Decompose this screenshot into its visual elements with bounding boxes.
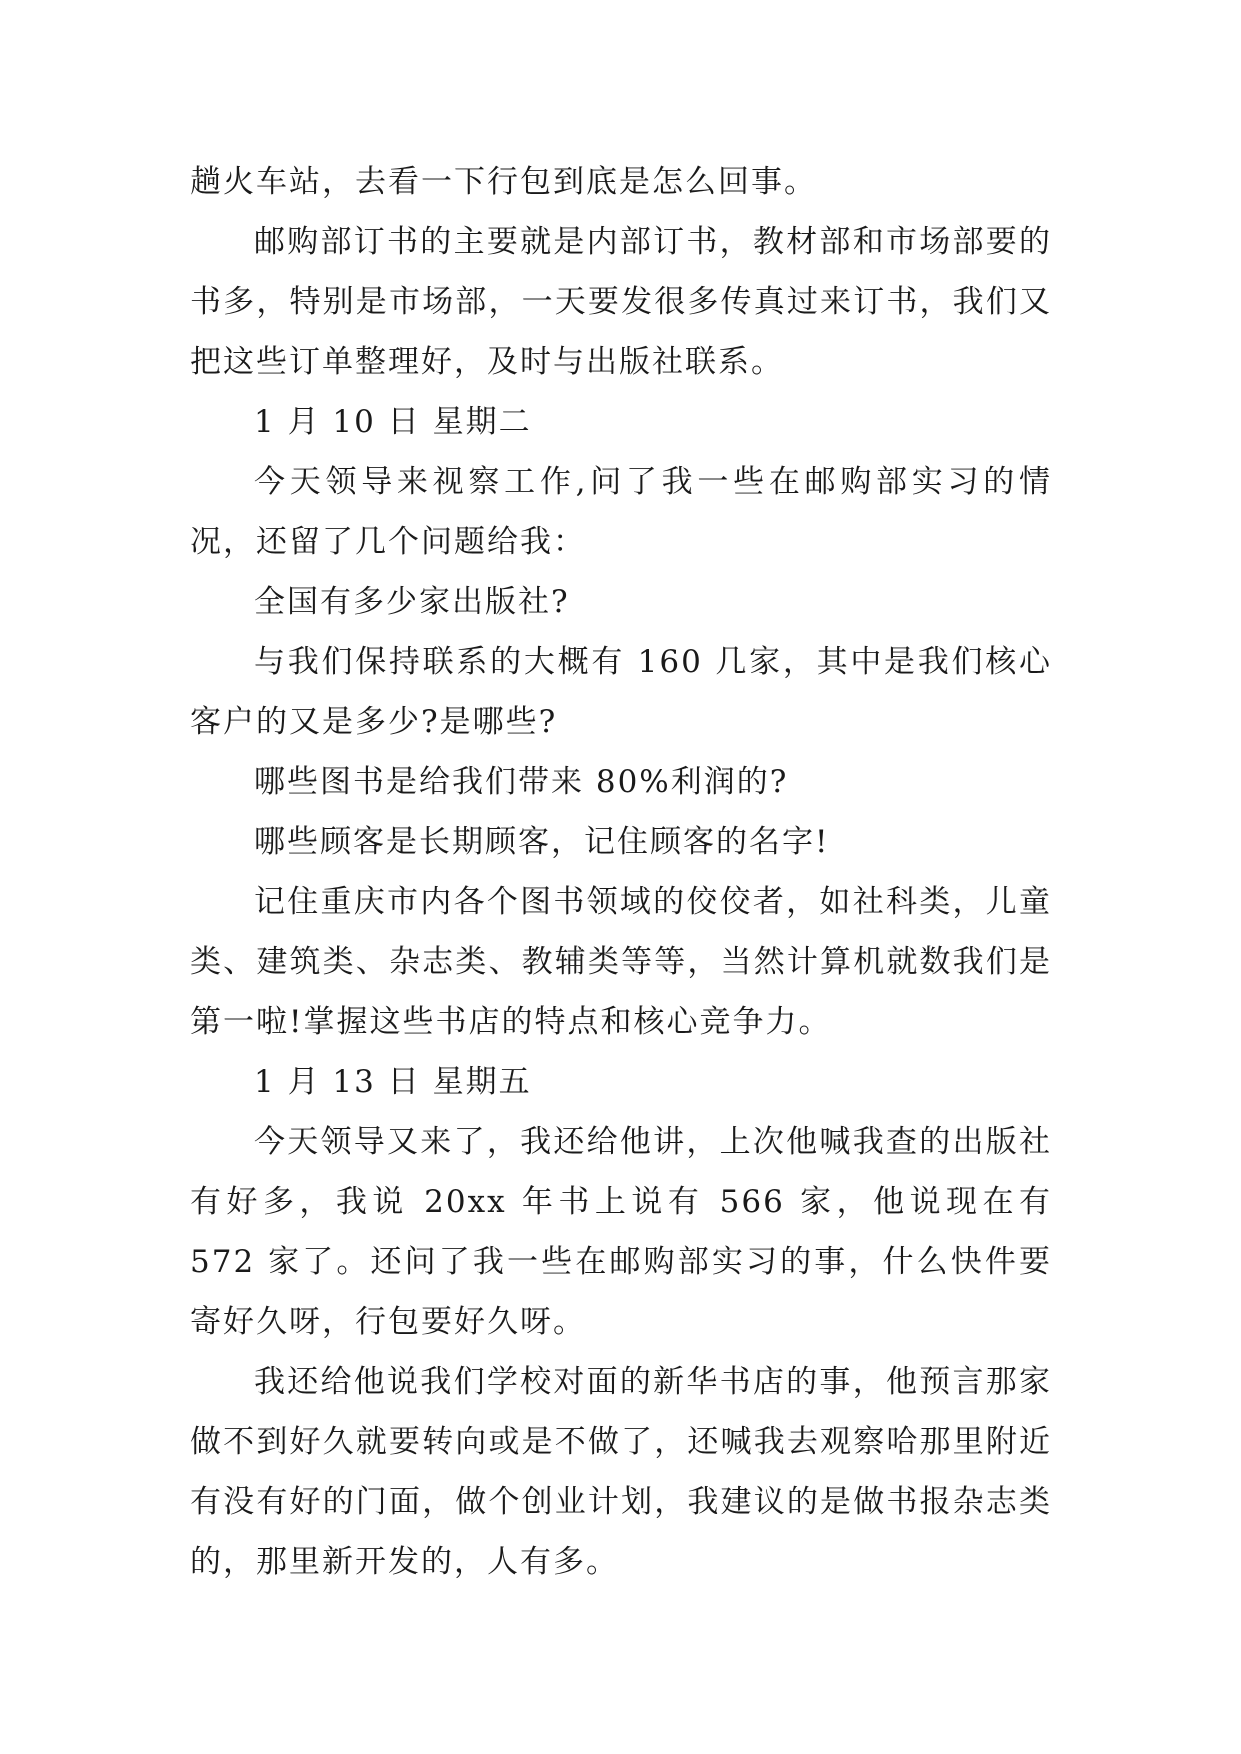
paragraph: 今天领导来视察工作,问了我一些在邮购部实习的情况，还留了几个问题给我： — [190, 464, 1052, 560]
question-item: 全国有多少家出版社? — [254, 584, 570, 620]
paragraph: 今天领导又来了，我还给他讲，上次他喊我查的出版社有好多，我说 20xx 年书上说有 566 家，他说现在有 572 家了。还问了我一些在邮购部实习的事，什么快件要寄好久呀，行包要好久呀。 — [190, 1124, 1052, 1340]
date-heading: 1 月 10 日 星期二 — [254, 404, 532, 440]
question-item: 哪些顾客是长期顾客，记住顾客的名字! — [254, 824, 830, 860]
question-item: 哪些图书是给我们带来 80%利润的? — [254, 764, 789, 800]
question-item: 与我们保持联系的大概有 160 几家，其中是我们核心客户的又是多少?是哪些? — [190, 644, 1052, 740]
paragraph: 邮购部订书的主要就是内部订书，教材部和市场部要的书多，特别是市场部，一天要发很多传真过来订书，我们又把这些订单整理好，及时与出版社联系。 — [190, 224, 1052, 380]
paragraph: 记住重庆市内各个图书领域的佼佼者，如社科类，儿童类、建筑类、杂志类、教辅类等等，当然计算机就数我们是第一啦!掌握这些书店的特点和核心竞争力。 — [190, 884, 1052, 1040]
paragraph: 我还给他说我们学校对面的新华书店的事，他预言那家做不到好久就要转向或是不做了，还喊我去观察哈那里附近有没有好的门面，做个创业计划，我建议的是做书报杂志类的，那里新开发的，人有多。 — [190, 1364, 1052, 1580]
document-body — [190, 152, 1052, 1592]
paragraph: 趟火车站，去看一下行包到底是怎么回事。 — [190, 164, 817, 200]
date-heading: 1 月 13 日 星期五 — [254, 1064, 532, 1100]
